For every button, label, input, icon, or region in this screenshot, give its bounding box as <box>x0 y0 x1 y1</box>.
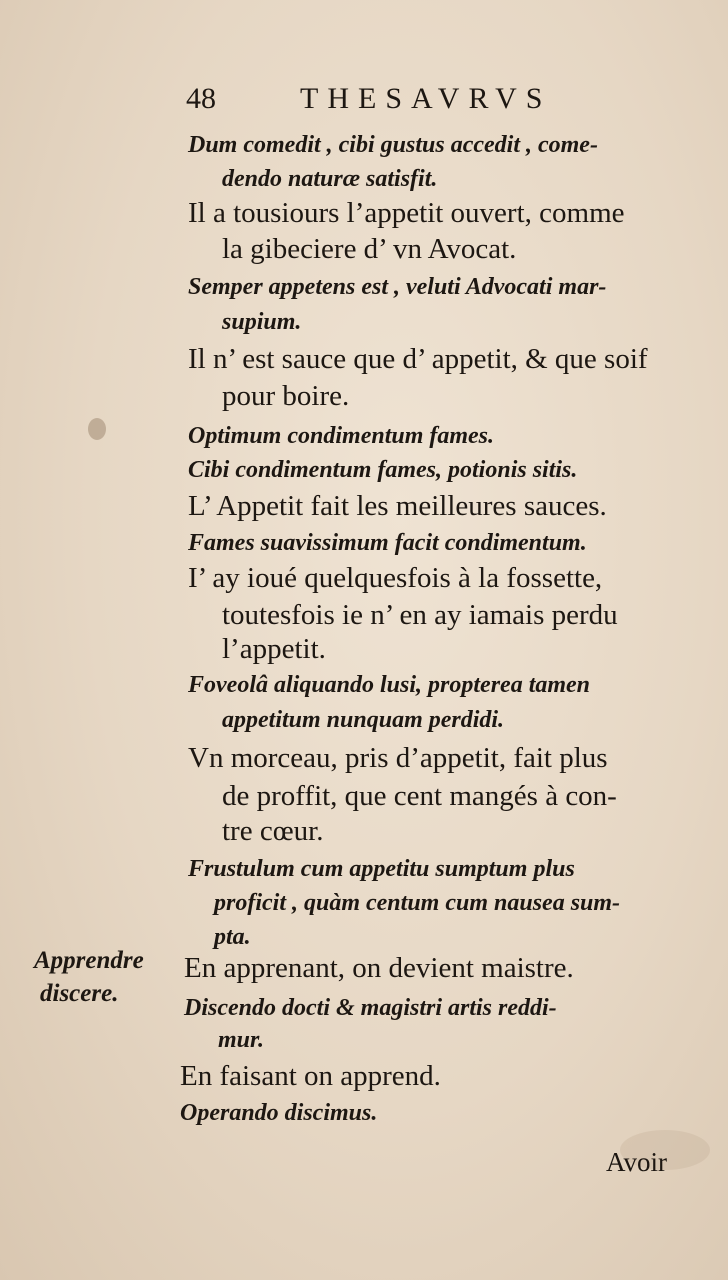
latin-line: dendo naturæ satisfit. <box>222 166 438 192</box>
french-line: tre cœur. <box>222 815 324 847</box>
french-line: L’ Appetit fait les meilleures sauces. <box>188 490 607 522</box>
latin-line: supium. <box>222 309 302 335</box>
latin-line: Foveolâ aliquando lusi, propterea tamen <box>188 672 591 698</box>
latin-line: Cibi condimentum fames, potionis sitis. <box>188 457 578 483</box>
french-line: l’appetit. <box>222 633 326 665</box>
latin-line: proficit , quàm centum cum nausea sum- <box>214 890 621 916</box>
catchword: Avoir <box>606 1147 667 1177</box>
french-line: En faisant on apprend. <box>180 1060 441 1092</box>
paper-stain <box>88 418 106 440</box>
french-line: pour boire. <box>222 380 350 412</box>
latin-line: appetitum nunquam perdidi. <box>222 707 505 733</box>
latin-line: Operando discimus. <box>180 1100 378 1126</box>
latin-line: Fames suavissimum facit condimentum. <box>188 530 587 556</box>
french-line: Vn morceau, pris d’appetit, fait plus <box>188 742 608 774</box>
latin-line: Semper appetens est , veluti Advocati mar- <box>188 274 607 300</box>
margin-note-french: Apprendre <box>34 947 144 974</box>
latin-line: mur. <box>218 1027 265 1053</box>
latin-line: Discendo docti & magistri artis reddi- <box>184 995 557 1021</box>
french-line: Il a tousiours l’appetit ouvert, comme <box>188 197 625 229</box>
latin-line: Optimum condimentum fames. <box>188 423 495 449</box>
french-line: la gibeciere d’ vn Avocat. <box>222 233 517 265</box>
french-line: toutesfois ie n’ en ay iamais perdu <box>222 599 618 631</box>
margin-note-latin: discere. <box>40 980 119 1007</box>
latin-line: Frustulum cum appetitu sumptum plus <box>188 856 575 882</box>
latin-line: pta. <box>214 924 251 950</box>
french-line: En apprenant, on devient maistre. <box>184 952 574 984</box>
french-line: Il n’ est sauce que d’ appetit, & que soif <box>188 343 648 375</box>
running-title: THESAVRVS <box>300 82 552 115</box>
french-line: de proffit, que cent mangés à con- <box>222 780 617 812</box>
french-line: I’ ay ioué quelquesfois à la fossette, <box>188 562 603 594</box>
latin-line: Dum comedit , cibi gustus accedit , come- <box>188 132 598 158</box>
page-number: 48 <box>186 82 216 115</box>
